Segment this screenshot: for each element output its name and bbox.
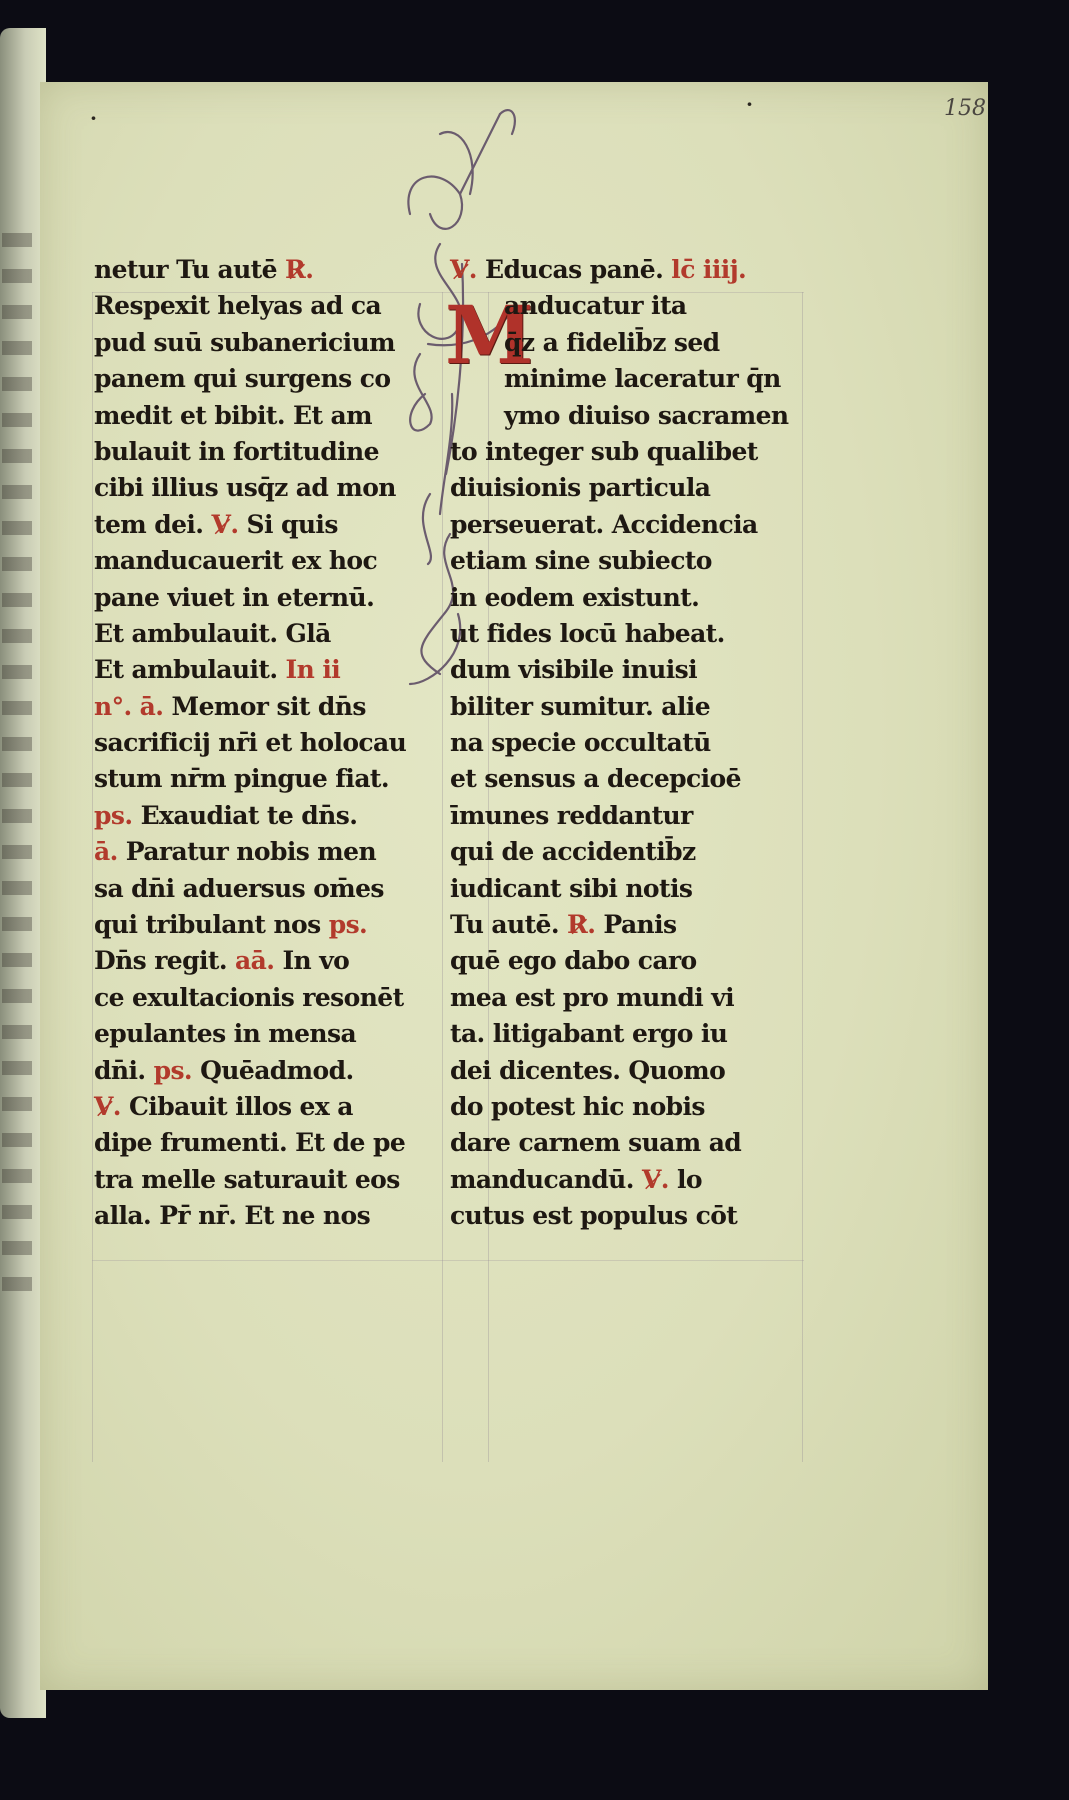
text-line <box>94 725 454 761</box>
rubric-text: ā. <box>94 837 118 867</box>
text-segment: minime laceratur q̄n <box>504 364 781 394</box>
text-line <box>450 761 830 797</box>
rubric-text: V̷. <box>94 1091 121 1121</box>
text-line <box>450 1198 830 1234</box>
text-segment: na specie occultatū <box>450 728 711 758</box>
text-segment: Et ambulauit. <box>94 655 286 685</box>
text-segment: Exaudiat te dn̄s. <box>132 800 358 830</box>
rubric-text: In ii <box>285 655 341 685</box>
text-segment: anducatur ita <box>504 291 687 321</box>
text-segment: ymo diuiso sacramen <box>504 400 789 430</box>
text-segment: dipe frumenti. Et de pe <box>94 1128 406 1158</box>
text-line <box>450 798 830 834</box>
text-segment: lo <box>676 1164 702 1194</box>
text-line <box>94 580 454 616</box>
text-line <box>94 616 454 652</box>
text-segment: pane viuet in eternū. <box>94 582 375 612</box>
text-line <box>450 725 830 761</box>
pricking-mark: · <box>746 92 753 116</box>
text-line <box>94 434 454 470</box>
text-segment: q̄z a fidelib̄z sed <box>504 327 720 357</box>
text-segment: In vo <box>274 946 350 976</box>
text-segment: diuisionis particula <box>450 473 711 503</box>
text-segment: to integer sub qualibet <box>450 436 758 466</box>
text-line <box>94 470 454 506</box>
rubric-text: R̷. <box>567 910 596 940</box>
text-segment: Et ambulauit. Glā <box>94 618 331 648</box>
text-line <box>450 470 830 506</box>
rubric-text: ps. <box>94 800 133 830</box>
text-line <box>450 434 830 470</box>
text-segment: et sensus a decepcioē <box>450 764 741 794</box>
text-line <box>94 1016 454 1052</box>
text-line <box>94 1089 454 1125</box>
text-segment: cutus est populus cōt <box>450 1201 738 1231</box>
text-line <box>94 325 454 361</box>
text-segment: stum nr̄m pingue fiat. <box>94 764 389 794</box>
text-segment: Tu autē <box>176 255 286 284</box>
illuminated-initial: M <box>445 288 534 382</box>
text-segment: medit et bibit. Et am <box>94 400 373 430</box>
text-line <box>450 871 830 907</box>
text-segment: Quēadmod. <box>192 1055 354 1085</box>
text-line <box>94 980 454 1016</box>
text-line <box>450 834 830 870</box>
text-segment: netur <box>94 255 177 284</box>
text-segment: Panis <box>595 910 677 940</box>
text-segment: Dn̄s regit. <box>94 946 236 976</box>
text-segment: Paratur nobis men <box>117 837 377 867</box>
text-segment: sa dn̄i aduersus om̄es <box>94 873 384 903</box>
text-segment: qui de accidentib̄z <box>450 837 696 867</box>
text-line <box>450 1089 830 1125</box>
text-segment: qui tribulant nos <box>94 910 329 940</box>
rubric-text: n°. ā. <box>94 691 172 721</box>
text-segment: ta. litigabant ergo iu <box>450 1019 728 1049</box>
text-segment: alla. Pr̄ nr̄. Et ne nos <box>94 1201 371 1231</box>
text-line <box>94 288 454 324</box>
text-line <box>450 943 830 979</box>
text-segment: quē ego dabo caro <box>450 946 697 976</box>
folio-number: 158 <box>944 96 986 121</box>
text-line <box>450 616 830 652</box>
text-segment: manducandū. <box>450 1164 642 1194</box>
text-line <box>450 325 830 361</box>
text-line <box>450 1125 830 1161</box>
text-line <box>94 1053 454 1089</box>
rubric-text: V̷. <box>641 1164 677 1194</box>
text-line <box>94 689 454 725</box>
text-line <box>94 798 454 834</box>
text-segment: do potest hic nobis <box>450 1091 705 1121</box>
text-segment: tra melle saturauit eos <box>94 1164 400 1194</box>
text-segment: dn̄i. <box>94 1055 154 1085</box>
text-line <box>450 288 830 324</box>
previous-page-text-bleed <box>2 233 32 1313</box>
text-line <box>94 1198 454 1234</box>
text-line <box>94 398 454 434</box>
text-line <box>94 252 454 288</box>
rubric-text: ps. <box>153 1055 193 1085</box>
rubric-text: ps. <box>328 910 368 940</box>
text-segment: īmunes reddantur <box>450 800 693 830</box>
text-segment: Si quis <box>238 509 338 539</box>
text-line <box>94 652 454 688</box>
text-segment: Tu autē. <box>450 910 568 940</box>
text-line <box>450 543 830 579</box>
text-line <box>94 543 454 579</box>
text-line <box>450 1162 830 1198</box>
text-segment: epulantes in mensa <box>94 1019 357 1049</box>
pricking-mark: · <box>90 106 97 130</box>
text-segment: mea est pro mundi vi <box>450 982 735 1012</box>
text-segment: ut fides locū habeat. <box>450 618 725 648</box>
text-line <box>450 1053 830 1089</box>
rubric-text: V̷. <box>450 255 477 284</box>
text-segment: etiam sine subiecto <box>450 546 712 576</box>
ruling-line <box>92 292 93 1462</box>
text-segment: tem dei. <box>94 509 212 539</box>
text-line <box>450 689 830 725</box>
text-line <box>450 361 830 397</box>
text-segment: sacrificij nr̄i et holocau <box>94 728 407 758</box>
text-segment: in eodem existunt. <box>450 582 700 612</box>
text-line <box>94 943 454 979</box>
text-line <box>94 1162 454 1198</box>
text-line <box>94 907 454 943</box>
text-segment: dare carnem suam ad <box>450 1128 742 1158</box>
text-line <box>94 507 454 543</box>
rubric-text: aā. <box>235 946 275 976</box>
rubric-text: R̷. <box>285 255 314 284</box>
text-line <box>94 361 454 397</box>
left-text-column <box>94 252 454 1235</box>
text-line <box>94 1125 454 1161</box>
text-segment: biliter sumitur. alie <box>450 691 711 721</box>
right-text-column <box>450 252 830 1235</box>
text-segment: iudicant sibi notis <box>450 873 693 903</box>
ruling-line <box>92 1260 804 1261</box>
text-line <box>450 1016 830 1052</box>
text-line <box>94 834 454 870</box>
text-line <box>94 871 454 907</box>
text-segment: Cibauit illos ex a <box>120 1091 353 1121</box>
text-segment: dum visibile inuisi <box>450 655 698 685</box>
text-segment: cibi illius usq̄z ad mon <box>94 473 396 503</box>
text-segment: dei dicentes. Quomo <box>450 1055 726 1085</box>
text-line <box>450 907 830 943</box>
text-line <box>450 980 830 1016</box>
text-segment: Respexit helyas ad ca <box>94 291 382 321</box>
text-segment: Memor sit dn̄s <box>171 691 366 721</box>
text-line <box>450 580 830 616</box>
text-line <box>450 507 830 543</box>
text-segment: perseuerat. Accidencia <box>450 509 758 539</box>
rubric-text: V̷. <box>211 509 239 539</box>
manuscript-page <box>40 82 988 1690</box>
text-line <box>94 761 454 797</box>
text-segment: ce exultacionis resonēt <box>94 982 404 1012</box>
text-segment: panem qui surgens co <box>94 364 391 394</box>
text-line <box>450 652 830 688</box>
text-segment: pud suū subanericium <box>94 327 396 357</box>
text-line <box>450 252 830 288</box>
rubric-text: lc̄ iiij. <box>671 255 747 284</box>
text-segment: manducauerit ex hoc <box>94 546 378 576</box>
text-line <box>450 398 830 434</box>
text-segment: bulauit in fortitudine <box>94 436 379 466</box>
text-segment: Educas panē. <box>476 255 672 284</box>
